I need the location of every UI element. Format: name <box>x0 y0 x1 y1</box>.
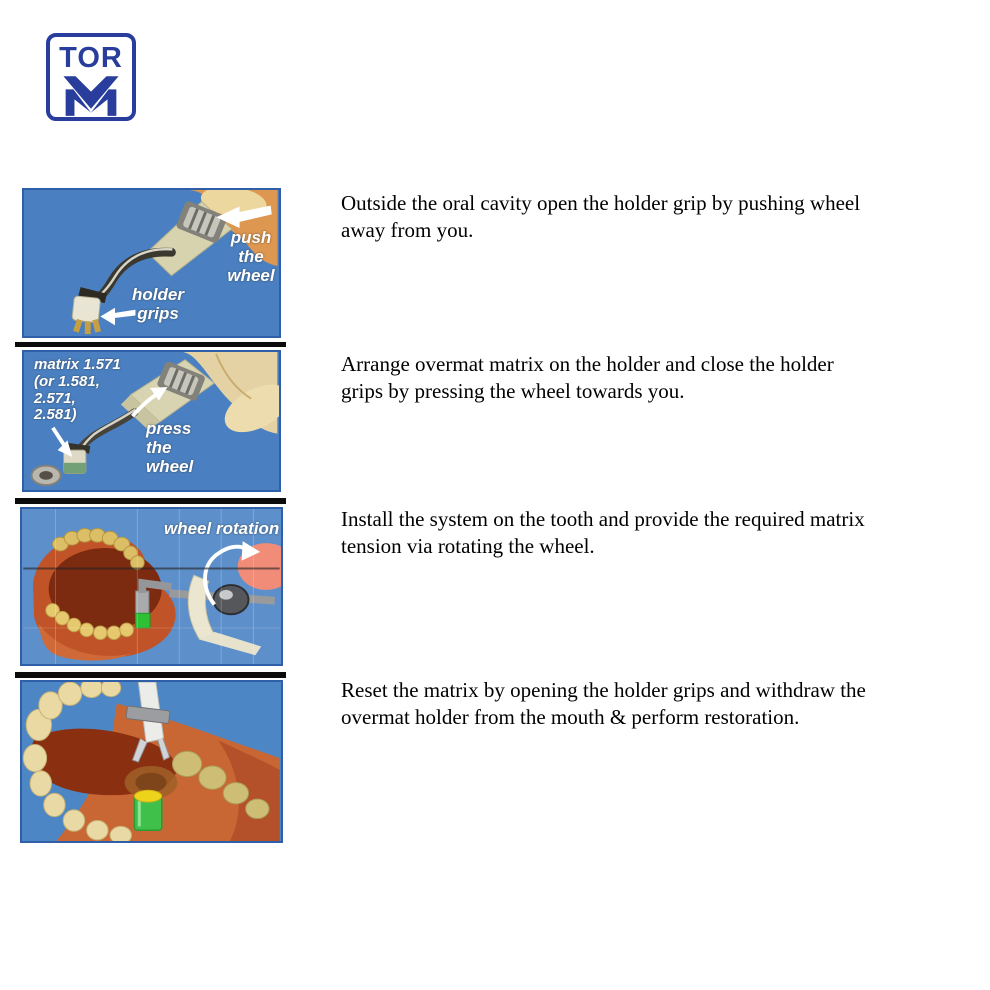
label-line: press <box>146 419 192 438</box>
caption-line: overmat holder from the mouth & perform restoration. <box>341 705 800 729</box>
step-photo-1 <box>22 188 281 338</box>
label-line: grips <box>137 304 179 324</box>
caption-line: tension via rotating the wheel. <box>341 534 595 558</box>
photo-label-press-wheel <box>146 419 193 476</box>
photo-4-illustration <box>22 682 281 841</box>
photo-label-wheel-rotation <box>164 519 279 538</box>
label-line: holder <box>132 285 184 304</box>
label-line: push <box>230 228 272 247</box>
step-photo-2 <box>22 350 281 492</box>
label-line: 2.581) <box>34 406 77 424</box>
label-line: (or 1.581, <box>34 372 100 390</box>
wedge-illustration <box>134 790 161 830</box>
photo-label-push-wheel <box>222 228 280 285</box>
caption-line: Install the system on the tooth and provide the required matrix <box>341 507 865 531</box>
photo-label-matrix-sizes <box>34 357 121 424</box>
caption-step-2 <box>341 351 971 405</box>
caption-line: Outside the oral cavity open the holder grip by pushing wheel <box>341 191 861 215</box>
caption-line: Reset the matrix by opening the holder grips and withdraw the <box>341 678 866 702</box>
tor-vm-logo <box>46 33 136 121</box>
caption-line: grips by pressing the wheel towards you. <box>341 379 685 403</box>
separator-bar <box>15 498 286 504</box>
logo-monogram-vm-icon <box>59 74 123 117</box>
caption-line: away from you. <box>341 218 474 242</box>
separator-bar <box>15 342 286 347</box>
step-photo-3 <box>20 507 283 666</box>
label-line: 2.571, <box>34 389 76 407</box>
step-photo-4 <box>20 680 283 843</box>
caption-step-4 <box>341 677 971 731</box>
caption-step-1 <box>341 190 971 244</box>
logo-text: TOR <box>59 42 123 74</box>
matrix-ring-illustration <box>31 466 60 485</box>
label-line: wheel <box>146 457 194 477</box>
label-line: wheel rotation <box>164 519 280 538</box>
caption-step-3 <box>341 506 971 560</box>
label-line: matrix 1.571 <box>34 356 121 373</box>
caption-line: Arrange overmat matrix on the holder and close the holder <box>341 352 834 376</box>
holder-grips-tip <box>72 296 101 323</box>
separator-bar <box>15 672 286 678</box>
label-line: the <box>238 247 264 267</box>
photo-label-holder-grips <box>122 285 194 323</box>
label-line: the <box>146 438 172 458</box>
wheel-illustration <box>213 585 248 614</box>
label-line: wheel <box>227 266 275 286</box>
